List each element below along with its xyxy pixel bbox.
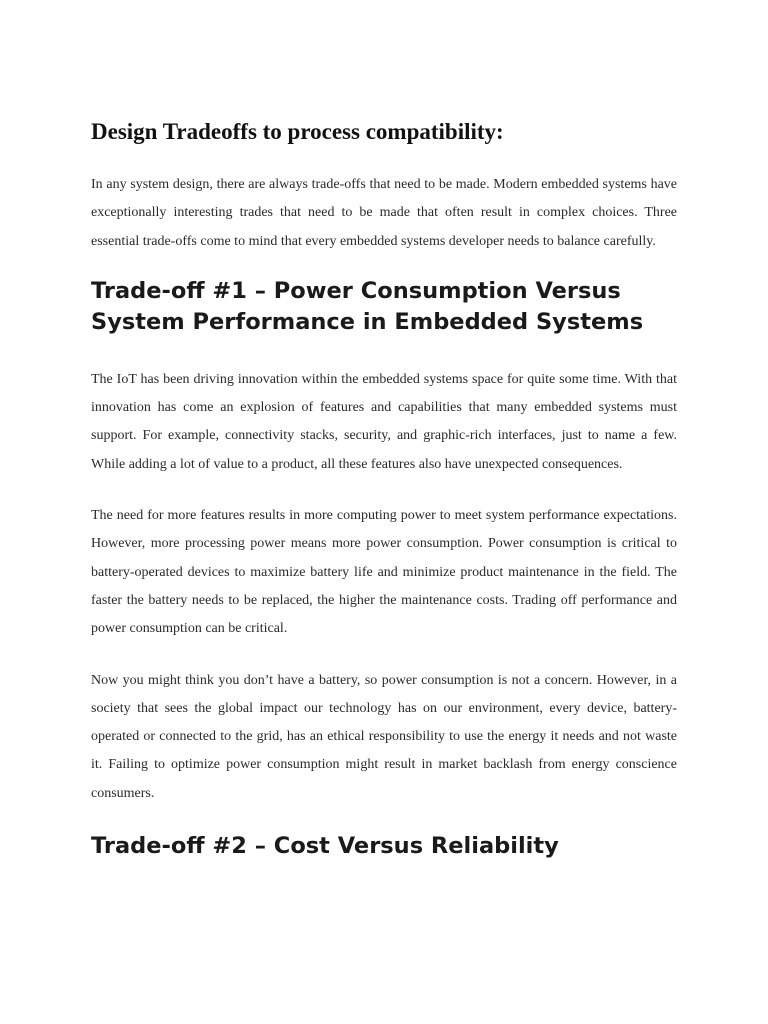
document-body xyxy=(91,116,677,862)
intro-paragraph: In any system design, there are always trade-offs that need to be made. Modern embedded systems have exceptionally interesting trades that need to be made that often result in complex choices. Three essential trade-offs come to mind that every embedded systems developer needs to balance carefully. xyxy=(91,177,677,249)
paragraph-computing-power: The need for more features results in more computing power to meet system performance expectations. However, more processing power means more power consumption. Power consumption is critical to battery-operated devices to maximize battery life and minimize product maintenance in the field. The faster the battery needs to be replaced, the higher the maintenance costs. Trading off performance and power consumption can be critical. xyxy=(91,508,677,637)
paragraph-iot-innovation: The IoT has been driving innovation within the embedded systems space for quite some time. With that innovation has come an explosion of features and capabilities that many embedded systems must support. For example, connectivity stacks, security, and graphic-rich interfaces, just to name a few. While adding a lot of value to a product, all these features also have unexpected consequences. xyxy=(91,371,677,472)
paragraph-energy-responsibility: Now you might think you don’t have a battery, so power consumption is not a concern. However, in a society that sees the global impact our technology has on our environment, every device, battery-operated or connected to the grid, has an ethical responsibility to use the energy it needs and not waste it. Failing to optimize power consumption might result in market backlash from energy conscience consumers. xyxy=(91,672,677,801)
section-heading-tradeoff-2: Trade-off #2 – Cost Versus Reliability xyxy=(91,833,559,860)
document-title: Design Tradeoffs to process compatibility: xyxy=(91,119,504,144)
section-heading-tradeoff-1: Trade-off #1 – Power Consumption Versus System Performance in Embedded Systems xyxy=(91,277,644,335)
